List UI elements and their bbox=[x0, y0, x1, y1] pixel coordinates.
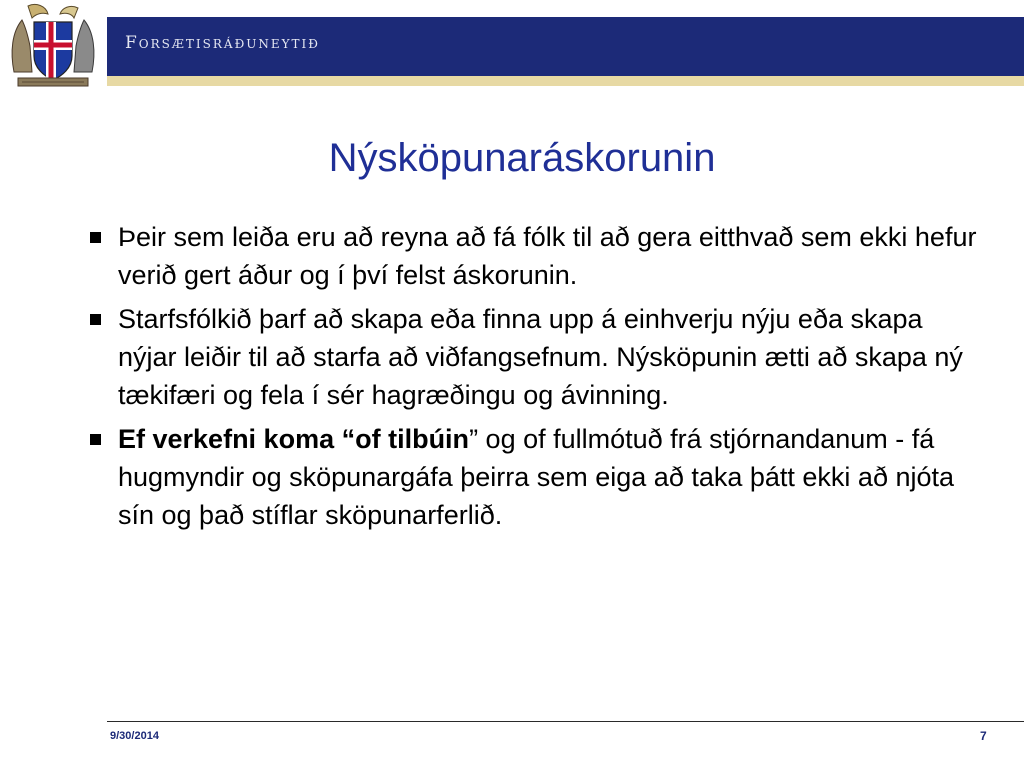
ministry-name: Forsætisráðuneytið bbox=[125, 33, 320, 53]
header-stripe bbox=[107, 76, 1024, 86]
footer-date: 9/30/2014 bbox=[110, 730, 159, 742]
slide-title: Nýsköpunaráskorunin bbox=[328, 136, 716, 180]
bullet-item bbox=[88, 420, 988, 534]
footer-divider bbox=[107, 721, 1024, 722]
bullet-list bbox=[88, 218, 988, 540]
bullet-text: Starfsfólkið þarf að skapa eða finna upp á einhverju nýju eða skapa nýjar leiðir til að starfa að viðfangsefnum. Nýsköpunin ætti að skapa ný tækifæri og fela í sér hagræðingu og ávinning. bbox=[118, 304, 963, 410]
icelandic-coat-of-arms-icon bbox=[8, 2, 98, 90]
slide-header bbox=[0, 0, 1024, 90]
square-bullet-icon bbox=[90, 232, 101, 243]
page-number: 7 bbox=[980, 729, 987, 743]
square-bullet-icon bbox=[90, 434, 101, 445]
bullet-bold-text: Ef verkefni koma “of tilbúin bbox=[118, 424, 470, 454]
bullet-text: Þeir sem leiða eru að reyna að fá fólk til að gera eitthvað sem ekki hefur verið gert áður og í því felst áskorunin. bbox=[118, 222, 977, 290]
bullet-item bbox=[88, 218, 988, 294]
bullet-item bbox=[88, 300, 988, 414]
bullet-text: ” og of fullmótuð frá stjórnandanum - fá hugmyndir og sköpunargáfa þeirra sem eiga að taka þátt ekki að njóta sín og það stíflar sköpunarferlið. bbox=[118, 424, 955, 530]
square-bullet-icon bbox=[90, 314, 101, 325]
